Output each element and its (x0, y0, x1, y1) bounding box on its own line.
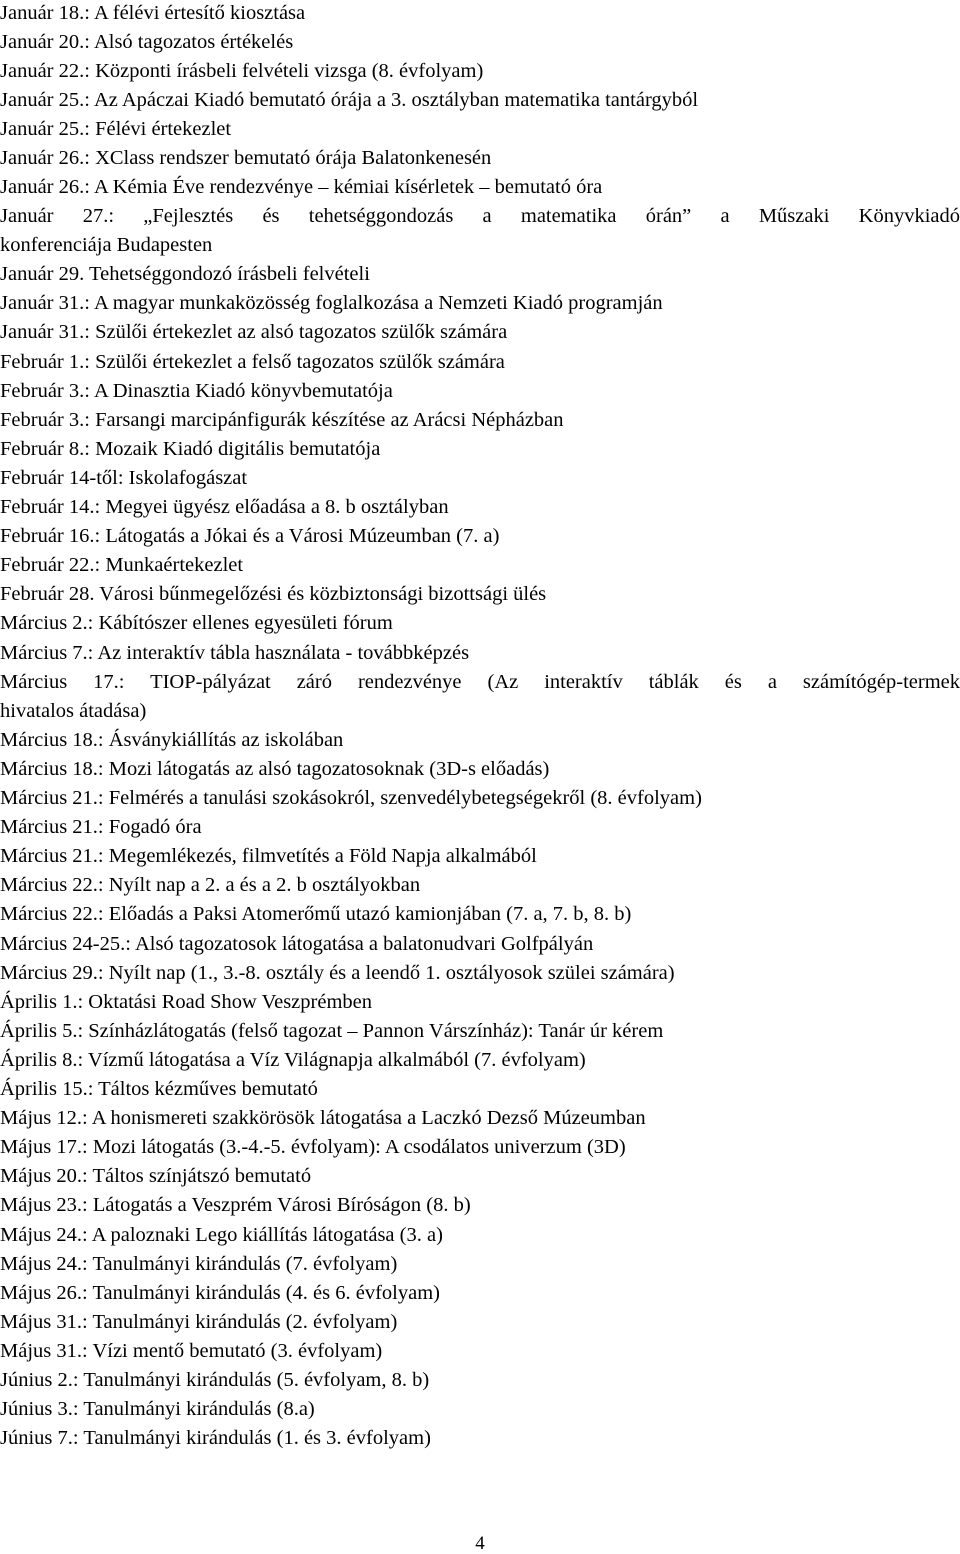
text-line: Március 21.: Fogadó óra (0, 816, 202, 838)
text-line: Január 20.: Alsó tagozatos értékelés (0, 31, 294, 53)
text-line: Február 16.: Látogatás a Jókai és a Városi Múzeumban (7. a) (0, 525, 500, 547)
text-line: Március 21.: Megemlékezés, filmvetítés a Föld Napja alkalmából (0, 845, 537, 867)
text-line: Január 26.: XClass rendszer bemutató órája Balatonkenesén (0, 147, 492, 169)
text-line: Március 22.: Előadás a Paksi Atomerőmű utazó kamionjában (7. a, 7. b, 8. b) (0, 903, 632, 925)
text-line: Június 3.: Tanulmányi kirándulás (8.a) (0, 1398, 315, 1420)
text-line: Március 21.: Felmérés a tanulási szokásokról, szenvedélybetegségekről (8. évfolyam) (0, 787, 702, 809)
text-line: Április 5.: Színházlátogatás (felső tagozat – Pannon Várszínház): Tanár úr kérem (0, 1020, 664, 1042)
text-line: Február 14.: Megyei ügyész előadása a 8. b osztályban (0, 496, 449, 518)
text-line: Március 24-25.: Alsó tagozatosok látogatása a balatonudvari Golfpályán (0, 933, 594, 955)
text-line: Április 15.: Táltos kézműves bemutató (0, 1078, 318, 1100)
text-line: Május 23.: Látogatás a Veszprém Városi Bíróságon (8. b) (0, 1194, 471, 1216)
text-line: Február 3.: Farsangi marcipánfigurák készítése az Arácsi Népházban (0, 409, 564, 431)
text-line: Március 18.: Ásványkiállítás az iskolában (0, 729, 344, 751)
text-line: Március 17.: TIOP-pályázat záró rendezvénye (Az interaktív táblák és a számítógép-termek (0, 671, 960, 693)
text-line: Január 31.: Szülői értekezlet az alsó tagozatos szülők számára (0, 321, 508, 343)
text-line: Február 3.: A Dinasztia Kiadó könyvbemutatója (0, 380, 393, 402)
text-line: Január 22.: Központi írásbeli felvételi vizsga (8. évfolyam) (0, 60, 484, 82)
text-line: Május 12.: A honismereti szakkörösök látogatása a Laczkó Dezső Múzeumban (0, 1107, 646, 1129)
text-line: Március 7.: Az interaktív tábla használata - továbbképzés (0, 642, 470, 664)
text-line: hivatalos átadása) (0, 700, 147, 722)
text-line: Január 18.: A félévi értesítő kiosztása (0, 2, 306, 24)
text-line: Április 1.: Oktatási Road Show Veszprémben (0, 991, 372, 1013)
text-line: Február 28. Városi bűnmegelőzési és közbiztonsági bizottsági ülés (0, 583, 547, 605)
text-line: Január 29. Tehetséggondozó írásbeli felvételi (0, 263, 370, 285)
text-line: Május 24.: Tanulmányi kirándulás (7. évfolyam) (0, 1253, 398, 1275)
text-line: Március 29.: Nyílt nap (1., 3.-8. osztály és a leendő 1. osztályosok szülei számára) (0, 962, 675, 984)
text-line: Március 18.: Mozi látogatás az alsó tagozatosoknak (3D-s előadás) (0, 758, 550, 780)
text-line: Május 31.: Tanulmányi kirándulás (2. évfolyam) (0, 1311, 398, 1333)
text-line: Május 17.: Mozi látogatás (3.-4.-5. évfolyam): A csodálatos univerzum (3D) (0, 1136, 626, 1158)
text-line: Március 22.: Nyílt nap a 2. a és a 2. b osztályokban (0, 874, 421, 896)
text-line: Január 26.: A Kémia Éve rendezvénye – kémiai kísérletek – bemutató óra (0, 176, 603, 198)
text-line: Február 22.: Munkaértekezlet (0, 554, 244, 576)
text-line: Január 25.: Az Apáczai Kiadó bemutató órája a 3. osztályban matematika tantárgyból (0, 89, 699, 111)
text-line: Május 20.: Táltos színjátszó bemutató (0, 1165, 312, 1187)
text-line: Május 24.: A paloznaki Lego kiállítás látogatása (3. a) (0, 1224, 443, 1246)
text-line: Január 31.: A magyar munkaközösség foglalkozása a Nemzeti Kiadó programján (0, 292, 663, 314)
text-line: Április 8.: Vízmű látogatása a Víz Világnapja alkalmából (7. évfolyam) (0, 1049, 586, 1071)
text-line: Január 27.: „Fejlesztés és tehetséggondozás a matematika órán” a Műszaki Könyvkiadó (0, 205, 960, 227)
text-line: Május 31.: Vízi mentő bemutató (3. évfolyam) (0, 1340, 383, 1362)
text-line: konferenciája Budapesten (0, 234, 213, 256)
text-line: Június 2.: Tanulmányi kirándulás (5. évfolyam, 8. b) (0, 1369, 430, 1391)
text-line: Május 26.: Tanulmányi kirándulás (4. és 6. évfolyam) (0, 1282, 440, 1304)
text-line: Február 8.: Mozaik Kiadó digitális bemutatója (0, 438, 381, 460)
text-line: Január 25.: Félévi értekezlet (0, 118, 232, 140)
text-line: Június 7.: Tanulmányi kirándulás (1. és 3. évfolyam) (0, 1427, 431, 1449)
page-number: 4 (475, 1533, 485, 1554)
text-line: Február 1.: Szülői értekezlet a felső tagozatos szülők számára (0, 351, 505, 373)
text-line: Március 2.: Kábítószer ellenes egyesületi fórum (0, 612, 393, 634)
text-line: Február 14-től: Iskolafogászat (0, 467, 248, 489)
